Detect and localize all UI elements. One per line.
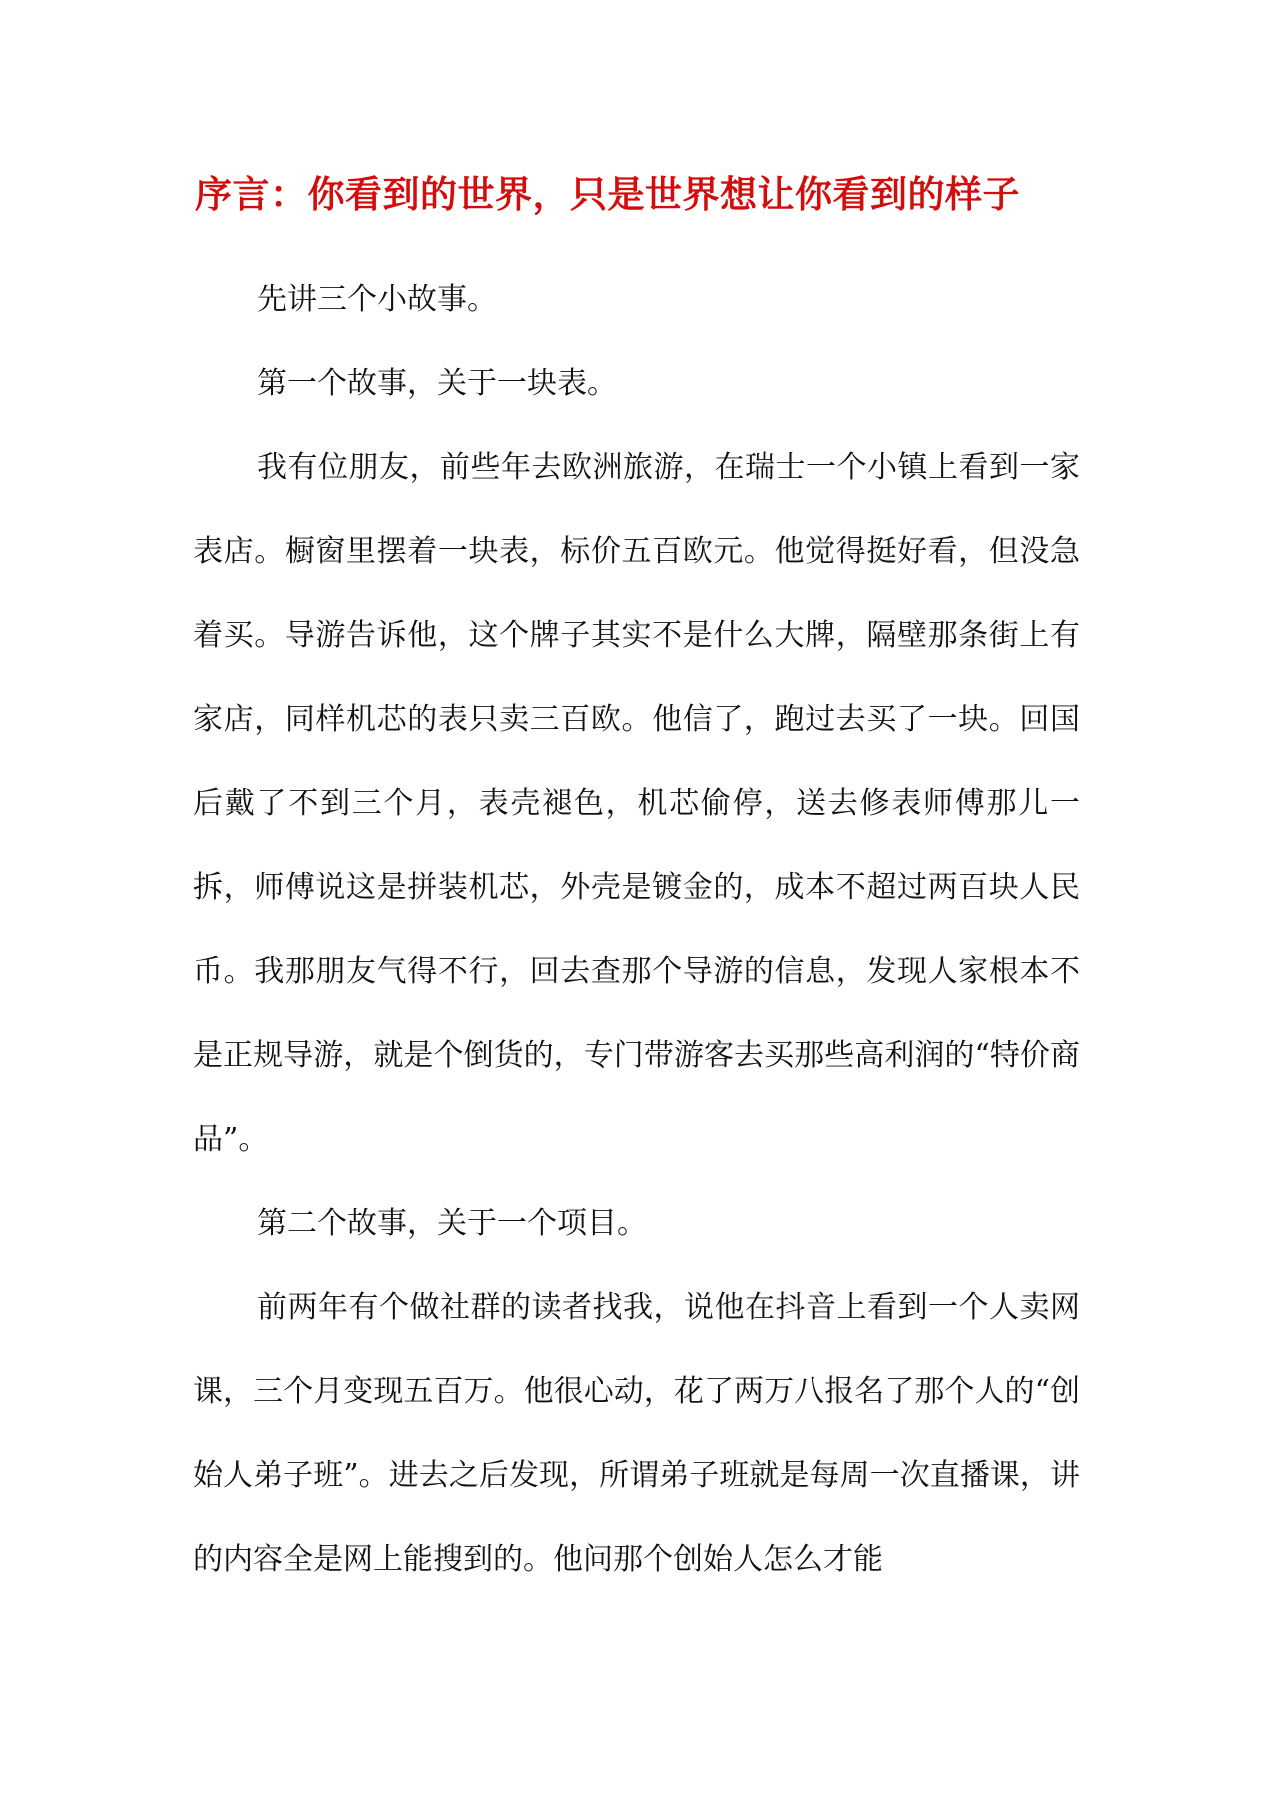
paragraph: 先讲三个小故事。 (257, 282, 497, 317)
document-title: 序言：你看到的世界，只是世界想让你看到的样子 (195, 172, 1020, 216)
paragraph: 我有位朋友，前些年去欧洲旅游，在瑞士一个小镇上看到一家表店。橱窗里摆着一块表，标价五百欧元。他觉得挺好看，但没急着买。导游告诉他，这个牌子其实不是什么大牌，隔壁那条街上有家店，同样机芯的表只卖三百欧。他信了，跑过去买了一块。回国后戴了不到三个月，表壳褪色，机芯偷停，送去修表师傅那儿一拆，师傅说这是拼装机芯，外壳是镀金的，成本不超过两百块人民币。我那朋友气得不行，回去查那个导游的信息，发现人家根本不是正规导游，就是个倒货的，专门带游客去买那些高利润的“特价商品”。 (193, 450, 1080, 1157)
paragraph: 第二个故事，关于一个项目。 (257, 1206, 647, 1241)
paragraph: 前两年有个做社群的读者找我，说他在抖音上看到一个人卖网课，三个月变现五百万。他很心动，花了两万八报名了那个人的“创始人弟子班”。进去之后发现，所谓弟子班就是每周一次直播课，讲的内容全是网上能搜到的。他问那个创始人怎么才能 (193, 1290, 1080, 1577)
paragraph: 第一个故事，关于一块表。 (257, 366, 617, 401)
document-body (193, 258, 1080, 1602)
